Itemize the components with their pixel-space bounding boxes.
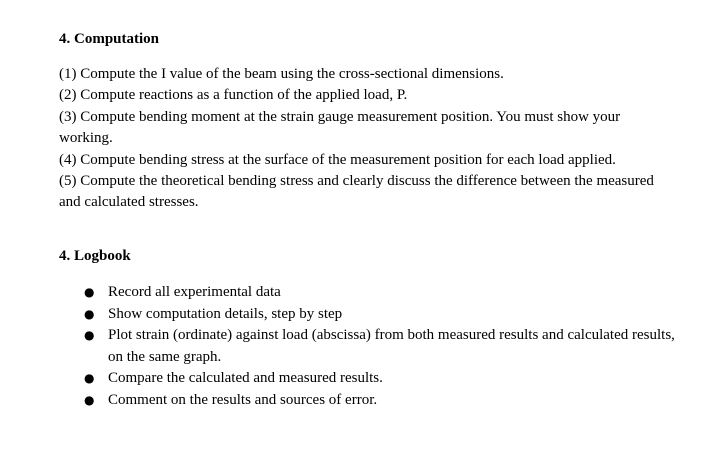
computation-step: (1) Compute the I value of the beam using the cross-sectional dimensions.	[59, 66, 504, 82]
list-item-text: Compare the calculated and measured results.	[108, 370, 383, 387]
logbook-list	[84, 282, 684, 412]
list-item-text: Comment on the results and sources of error.	[108, 391, 378, 408]
logbook-heading: 4. Logbook	[59, 248, 131, 264]
computation-heading: 4. Computation	[59, 31, 160, 47]
computation-steps	[59, 64, 674, 214]
list-item	[84, 304, 684, 326]
list-item	[84, 325, 684, 368]
computation-step: (2) Compute reactions as a function of the applied load, P.	[59, 87, 408, 104]
computation-step: (3) Compute bending moment at the strain gauge measurement position. You must show your working.	[59, 108, 621, 147]
bullet-icon: ●	[84, 328, 95, 343]
list-item	[84, 282, 684, 304]
bullet-icon: ●	[84, 371, 95, 386]
list-item-text: Plot strain (ordinate) against load (abscissa) from both measured results and calculated results, on the same graph.	[108, 327, 675, 365]
computation-step: (5) Compute the theoretical bending stress and clearly discuss the difference between the measured and calculated stresses.	[59, 173, 654, 211]
bullet-icon: ●	[84, 285, 95, 299]
bullet-icon: ●	[84, 392, 95, 407]
bullet-icon: ●	[84, 306, 95, 321]
list-item	[84, 368, 684, 390]
list-item-text: Record all experimental data	[108, 284, 281, 300]
list-item-text: Show computation details, step by step	[108, 305, 343, 322]
computation-step: (4) Compute bending stress at the surface of the measurement position for each load applied.	[59, 151, 616, 168]
list-item	[84, 390, 684, 412]
